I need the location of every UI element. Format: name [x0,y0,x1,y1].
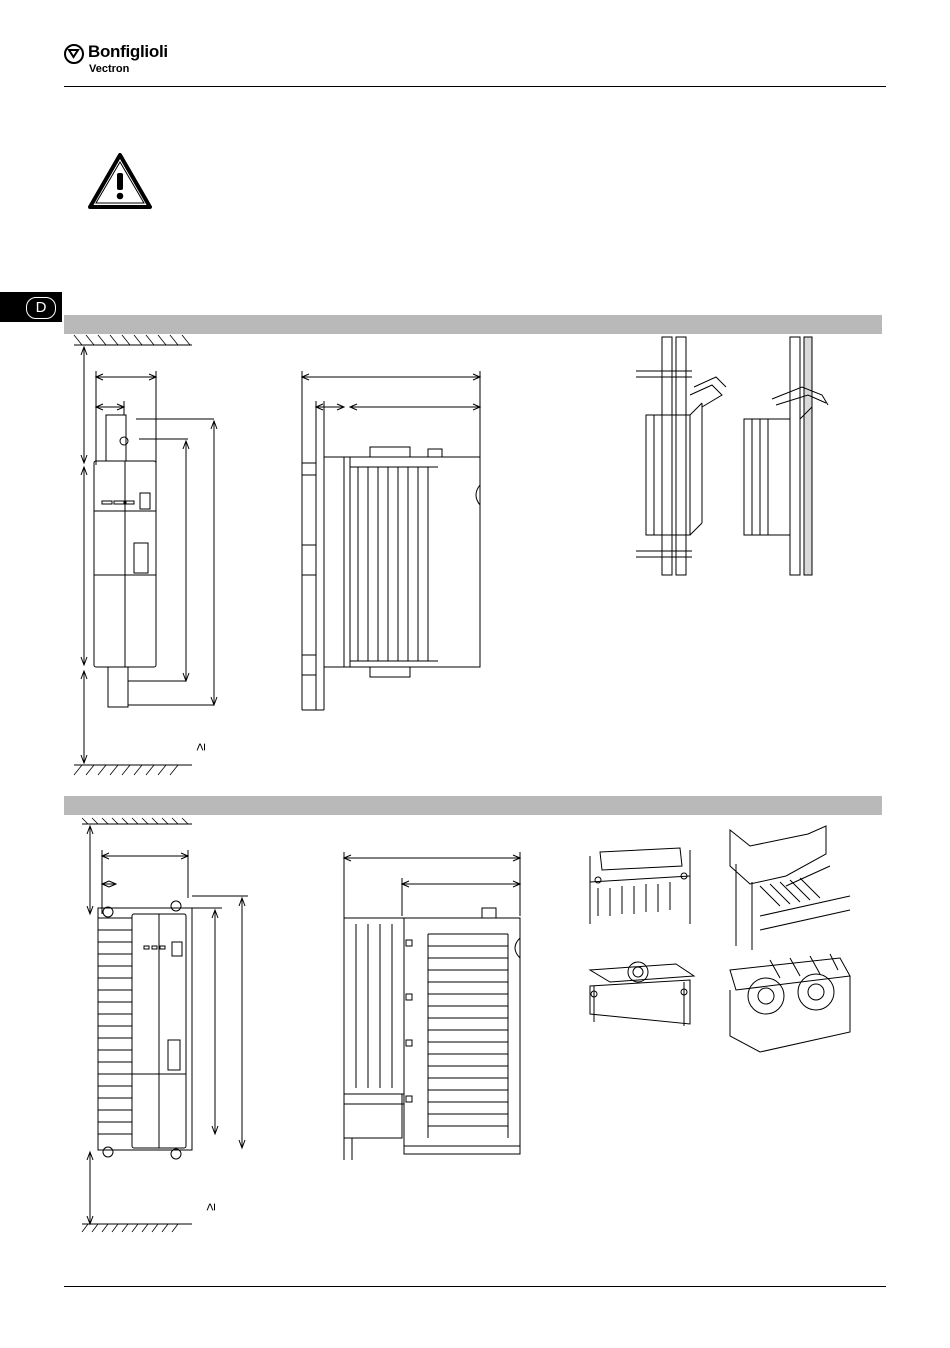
section-2-perspective-3d-drawing [580,826,870,1056]
brand-sub-name: Vectron [89,63,130,75]
section-1-side-view-drawing [298,365,498,725]
section-2-min-clearance-symbol: ≥ [201,1203,218,1211]
section-1-front-view-drawing [64,335,234,785]
section-1-mounting-3d-drawing [632,335,842,580]
brand-logo-icon [64,44,84,64]
brand-name: Bonfiglioli [88,42,168,61]
language-tab-label: D [26,297,56,319]
section-1-min-clearance-symbol: ≥ [191,743,208,751]
header-rule [64,86,886,87]
section-1-header-bar [64,315,882,334]
section-2-side-view-drawing [338,848,538,1173]
section-2-front-view-drawing [72,818,262,1238]
section-2-header-bar [64,796,882,815]
footer-rule [64,1286,886,1287]
warning-triangle-icon [87,152,153,210]
